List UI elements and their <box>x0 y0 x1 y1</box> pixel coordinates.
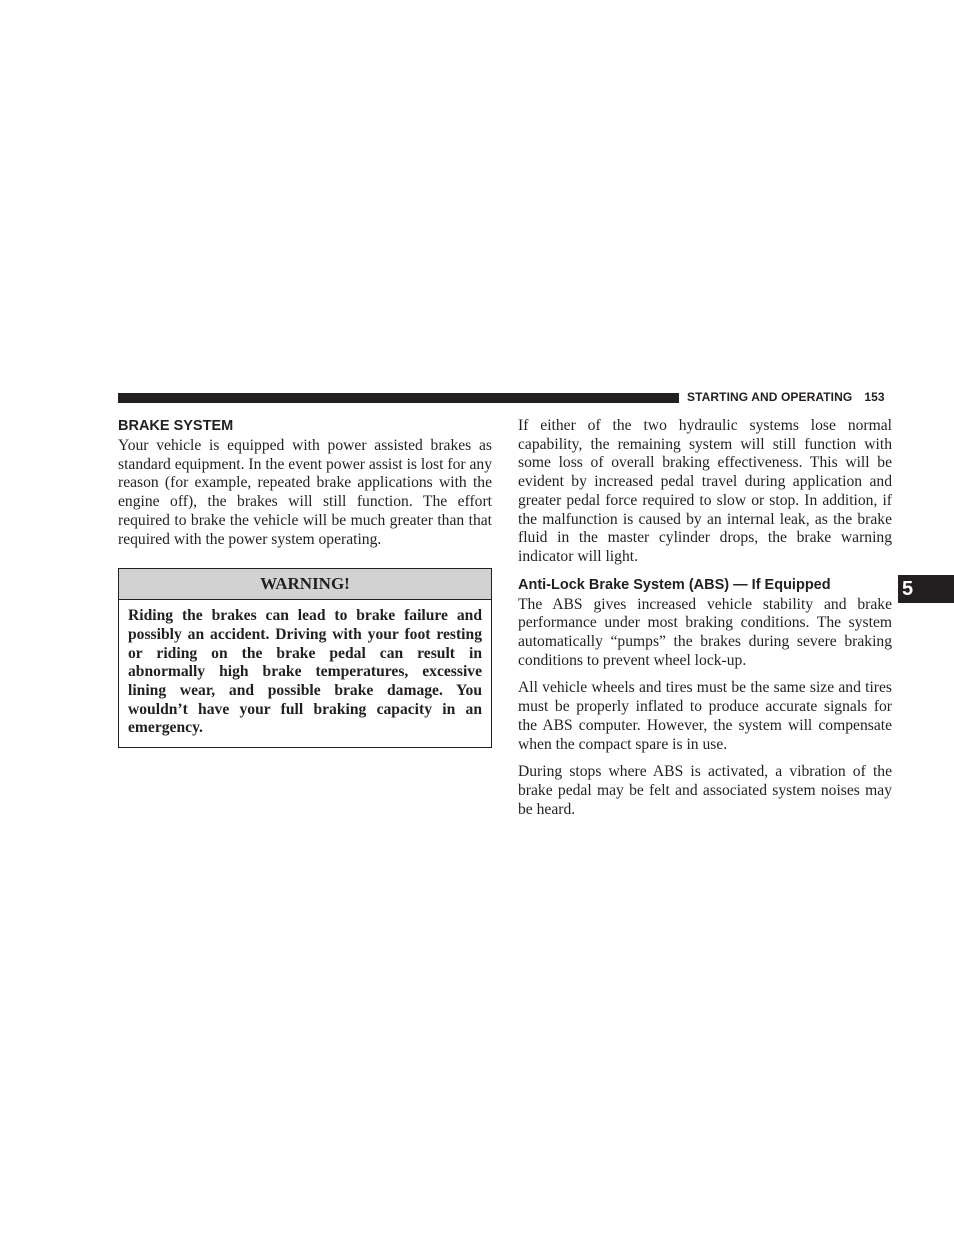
abs-paragraph-1: The ABS gives increased vehicle stability and brake performance under most braking conditions. The system automatically “pumps” the brakes during severe braking conditions to prevent wheel lock-up. <box>518 595 892 669</box>
warning-title: WARNING! <box>119 569 491 600</box>
hydraulic-systems-paragraph: If either of the two hydraulic systems lose normal capability, the remaining system will still function with some loss of overall braking effectiveness. This will be evident by increased pedal travel during application and greater pedal force required to slow or stop. In addition, if the malfunction is caused by an internal leak, as the brake fluid in the master cylinder drops, the brake warning indicator will light. <box>518 417 892 565</box>
running-header <box>687 390 885 404</box>
header-rule <box>118 393 679 403</box>
page-number: 153 <box>864 390 885 404</box>
right-column <box>518 417 892 828</box>
abs-heading: Anti-Lock Brake System (ABS) — If Equipped <box>518 576 831 593</box>
warning-box <box>118 568 492 748</box>
left-column <box>118 417 492 748</box>
header-section-title: STARTING AND OPERATING <box>687 390 853 404</box>
chapter-tab: 5 <box>898 575 954 603</box>
brake-system-paragraph: Your vehicle is equipped with power assisted brakes as standard equipment. In the event power assist is lost for any reason (for example, repeated brake applications with the engine off), the brakes will still function. The effort required to brake the vehicle will be much greater than that required with the power system operating. <box>118 437 492 548</box>
warning-text: Riding the brakes can lead to brake failure and possibly an accident. Driving with your foot resting or riding on the brake pedal can result in abnormally high brake temperatures, excessive lining wear, and possible brake damage. You wouldn’t have your full braking capacity in an emergency. <box>128 607 482 737</box>
brake-system-heading: BRAKE SYSTEM <box>118 418 234 434</box>
abs-paragraph-3: During stops where ABS is activated, a vibration of the brake pedal may be felt and associated system noises may be heard. <box>518 763 892 818</box>
abs-paragraph-2: All vehicle wheels and tires must be the same size and tires must be properly inflated to produce accurate signals for the ABS computer. However, the system will compensate when the compact spare is in use. <box>518 679 892 753</box>
